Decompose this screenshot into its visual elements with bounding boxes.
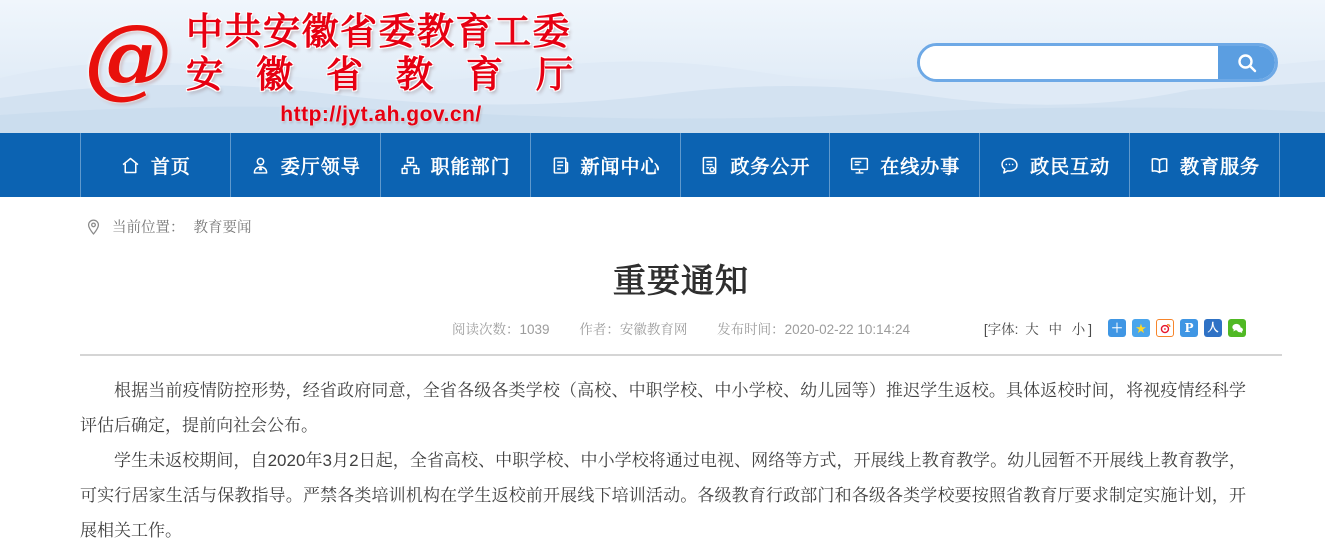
search-icon — [1235, 51, 1259, 75]
font-size-small[interactable]: 小 — [1071, 322, 1086, 337]
main-navigation — [0, 133, 1325, 197]
education-service-icon — [1149, 155, 1170, 176]
article-container — [80, 255, 1282, 548]
tencent-pengyou-icon[interactable]: P — [1180, 319, 1198, 337]
nav-item-leaders[interactable]: 委厅领导 — [230, 133, 380, 197]
views-label: 阅读次数： — [452, 322, 520, 337]
meta-tools — [984, 318, 1246, 338]
breadcrumb — [84, 216, 1325, 237]
publish-time-label: 发布时间： — [717, 322, 785, 337]
font-size-control: [字体: 大 中 小 ] — [983, 322, 1092, 337]
author-label: 作者： — [579, 322, 620, 337]
article-meta-row — [80, 318, 1282, 344]
paragraph-2: 学生未返校期间，自2020年3月2日起，全省高校、中职学校、中小学校将通过电视、网络等方式，开展线上教育教学。幼儿园暂不开展线上教育教学，可实行居家生活与保教指导。严禁各类培训机构在学生返校前开展线下培训活动。各级教育行政部门和各级各类学校要按照省教育厅要求制定实施计划，开展相关工作。 — [80, 451, 1246, 540]
location-pin-icon — [84, 217, 103, 236]
news-icon — [550, 155, 571, 176]
breadcrumb-label: 当前位置： — [112, 220, 185, 236]
nav-item-home[interactable]: 首页 — [80, 133, 230, 197]
site-url: http://jyt.ah.gov.cn/ — [280, 103, 482, 126]
publish-time-value: 2020-02-22 10:14:24 — [784, 322, 910, 337]
site-header — [0, 0, 1325, 133]
renren-icon[interactable]: 人 — [1204, 319, 1222, 337]
search-bar — [917, 43, 1278, 82]
meta-divider — [80, 354, 1282, 356]
wechat-icon[interactable] — [1228, 319, 1246, 337]
org-title-line2: 安徽省教育厅 — [186, 54, 606, 95]
leader-icon — [250, 155, 271, 176]
breadcrumb-current[interactable]: 教育要闻 — [193, 220, 252, 236]
site-logo-icon: @ — [84, 4, 172, 108]
nav-item-gov-affairs[interactable]: 政务公开 — [680, 133, 830, 197]
site-brand — [84, 6, 606, 127]
paragraph-1: 根据当前疫情防控形势，经省政府同意，全省各级各类学校（高校、中职学校、中小学校、幼儿园等）推迟学生返校。具体返校时间，将视疫情经科学评估后确定，提前向社会公布。 — [80, 381, 1246, 435]
org-title-line1: 中共安徽省委教育工委 — [186, 11, 571, 52]
font-size-large[interactable]: 大 — [1025, 322, 1039, 337]
nav-item-news[interactable]: 新闻中心 — [530, 133, 680, 197]
nav-item-interaction[interactable]: 政民互动 — [979, 133, 1129, 197]
share-bar — [1108, 319, 1246, 337]
departments-icon — [400, 155, 421, 176]
sina-weibo-icon[interactable] — [1156, 319, 1174, 337]
article-title: 重要通知 — [613, 262, 749, 299]
views-count: 1039 — [519, 322, 550, 337]
qzone-icon[interactable]: ★ — [1132, 319, 1150, 337]
interaction-icon — [999, 155, 1020, 176]
font-size-medium[interactable]: 中 — [1048, 322, 1062, 337]
search-input[interactable] — [920, 46, 1218, 79]
nav-item-online-service[interactable]: 在线办事 — [829, 133, 979, 197]
article-body — [80, 373, 1282, 548]
gov-affairs-icon — [699, 155, 720, 176]
home-icon — [120, 155, 141, 176]
search-button[interactable] — [1218, 46, 1275, 79]
online-service-icon — [849, 155, 870, 176]
bdshare-plus-icon[interactable]: ＋ — [1108, 319, 1126, 337]
author-value: 安徽教育网 — [619, 322, 688, 337]
nav-item-departments[interactable]: 职能部门 — [380, 133, 530, 197]
nav-item-education-service[interactable]: 教育服务 — [1129, 133, 1279, 197]
